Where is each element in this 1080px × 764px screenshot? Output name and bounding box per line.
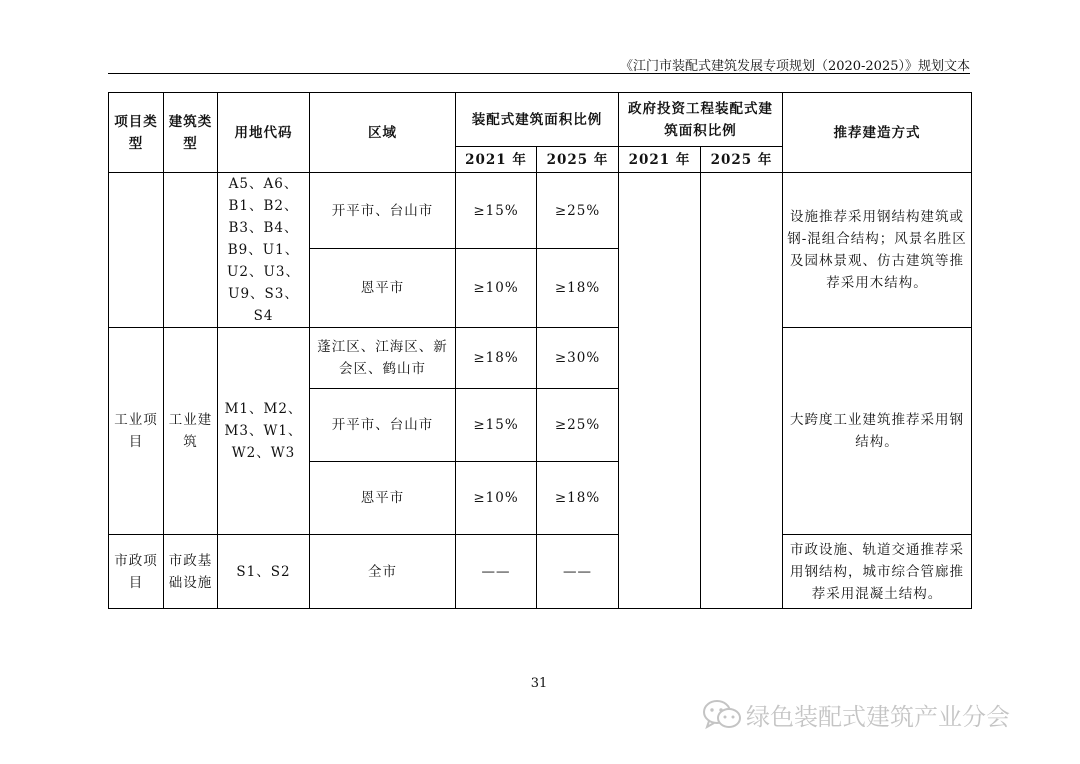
ratio-2021-cell: ≥15% [456, 173, 537, 249]
table-row [109, 173, 972, 249]
header-gov-ratio: 政府投资工程装配式建筑面积比例 [619, 93, 783, 147]
region-cell: 开平市、台山市 [310, 389, 456, 462]
ratio-2025-cell: ≥18% [537, 249, 619, 328]
project-type-cell: 工业项目 [109, 328, 164, 535]
region-cell: 恩平市 [310, 249, 456, 328]
prefab-ratio-table [108, 92, 972, 609]
header-prefab-ratio: 装配式建筑面积比例 [456, 93, 619, 147]
land-code-cell: M1、M2、M3、W1、W2、W3 [218, 328, 310, 535]
header-gov-2021: 2021 年 [619, 147, 701, 173]
region-cell: 恩平市 [310, 462, 456, 535]
page-number: 31 [530, 676, 548, 691]
ratio-2025-cell: —— [537, 535, 619, 609]
ratio-2021-cell: ≥15% [456, 389, 537, 462]
ratio-2021-cell: ≥18% [456, 328, 537, 389]
method-cell: 市政设施、轨道交通推荐采用钢结构，城市综合管廊推荐采用混凝土结构。 [783, 535, 972, 609]
header-prefab-2025: 2025 年 [537, 147, 619, 173]
gov-2025-cell [701, 173, 783, 609]
running-header: 《江门市装配式建筑发展专项规划（2020-2025）》规划文本 [619, 59, 970, 74]
ratio-2021-cell: —— [456, 535, 537, 609]
project-type-cell [109, 173, 164, 328]
ratio-2025-cell: ≥18% [537, 462, 619, 535]
region-cell: 蓬江区、江海区、新会区、鹤山市 [310, 328, 456, 389]
project-type-cell: 市政项目 [109, 535, 164, 609]
header-prefab-2021: 2021 年 [456, 147, 537, 173]
watermark [702, 697, 1010, 732]
watermark-text: 绿色装配式建筑产业分会 [746, 703, 1010, 731]
wechat-icon [702, 699, 742, 731]
header-building-type: 建筑类型 [164, 93, 218, 173]
method-cell: 大跨度工业建筑推荐采用钢结构。 [783, 328, 972, 535]
method-cell: 设施推荐采用钢结构建筑或钢-混组合结构；风景名胜区及园林景观、仿古建筑等推荐采用木结构。 [783, 173, 972, 328]
header-project-type: 项目类型 [109, 93, 164, 173]
region-cell: 开平市、台山市 [310, 173, 456, 249]
ratio-2025-cell: ≥25% [537, 389, 619, 462]
building-type-cell [164, 173, 218, 328]
building-type-cell: 工业建筑 [164, 328, 218, 535]
header-method: 推荐建造方式 [783, 93, 972, 173]
table-row [109, 535, 972, 609]
ratio-2025-cell: ≥30% [537, 328, 619, 389]
region-cell: 全市 [310, 535, 456, 609]
header-land-code: 用地代码 [218, 93, 310, 173]
table-row [109, 328, 972, 389]
ratio-2021-cell: ≥10% [456, 249, 537, 328]
gov-2021-cell [619, 173, 701, 609]
header-region: 区域 [310, 93, 456, 173]
land-code-cell: S1、S2 [218, 535, 310, 609]
building-type-cell: 市政基础设施 [164, 535, 218, 609]
land-code-cell: A5、A6、B1、B2、B3、B4、B9、U1、U2、U3、U9、S3、S4 [218, 173, 310, 328]
ratio-2025-cell: ≥25% [537, 173, 619, 249]
ratio-2021-cell: ≥10% [456, 462, 537, 535]
header-rule [108, 73, 970, 74]
header-gov-2025: 2025 年 [701, 147, 783, 173]
